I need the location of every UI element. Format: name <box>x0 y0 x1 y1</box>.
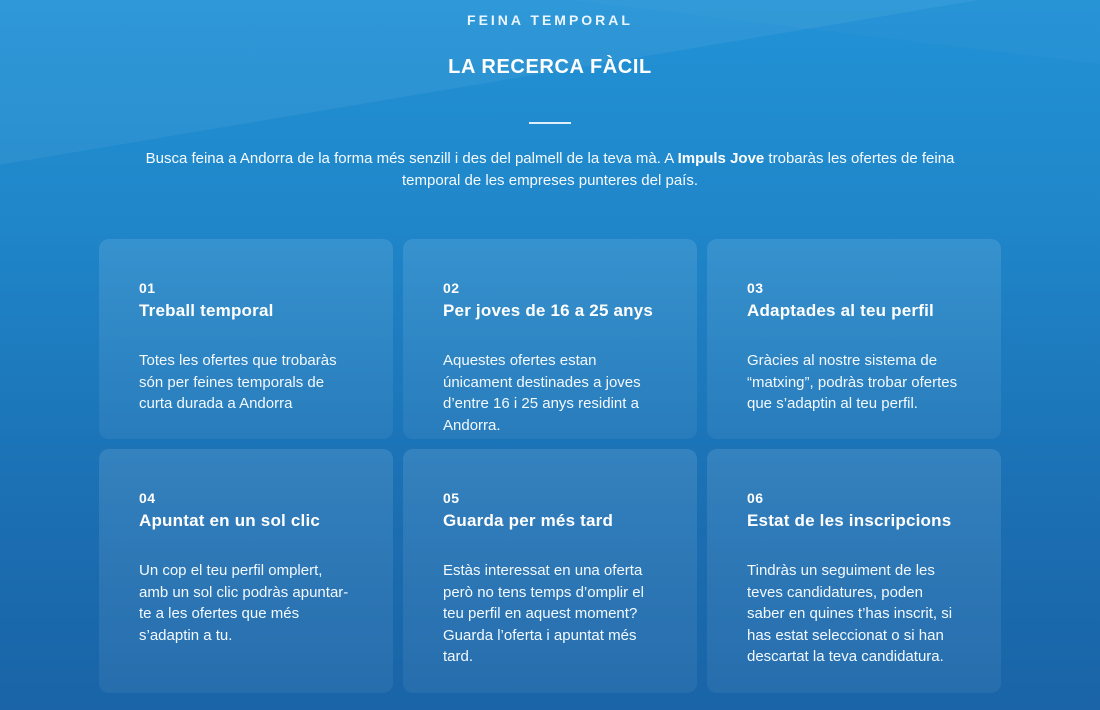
hero-section <box>0 0 1100 192</box>
feature-description: Gràcies al nostre sistema de “matxing”, podràs trobar ofertes que s’adaptin al teu perfil. <box>747 352 958 412</box>
feature-number: 02 <box>443 280 460 296</box>
feature-title: Estat de les inscripcions <box>747 511 952 530</box>
intro-text-prefix: Busca feina a Andorra de la forma més senzill i des del palmell de la teva mà. A <box>145 150 678 167</box>
feature-card-01 <box>99 239 393 439</box>
feature-card-02 <box>403 239 697 439</box>
feature-description: Estàs interessat en una oferta però no tens temps d’omplir el teu perfil en aquest moment? Guarda l’oferta i apuntat més tard. <box>443 562 644 665</box>
feature-number: 03 <box>747 280 764 296</box>
feature-grid <box>99 239 1001 693</box>
section-eyebrow: FEINA TEMPORAL <box>467 12 633 28</box>
feature-number: 05 <box>443 490 460 506</box>
feature-card-04 <box>99 449 393 693</box>
feature-number: 06 <box>747 490 764 506</box>
intro-text-suffix: trobaràs les ofertes de feina temporal de les empreses punteres del país. <box>402 150 955 189</box>
feature-title: Apuntat en un sol clic <box>139 511 321 530</box>
intro-paragraph <box>128 148 973 192</box>
feature-title: Adaptades al teu perfil <box>747 301 934 320</box>
feature-number: 04 <box>139 490 156 506</box>
brand-name: Impuls Jove <box>677 150 765 167</box>
page-title: LA RECERCA FÀCIL <box>448 56 652 78</box>
feature-card-05 <box>403 449 697 693</box>
feature-description: Tindràs un seguiment de les teves candidatures, poden saber en quines t’has inscrit, si has estat seleccionat o si han descartat la teva candidatura. <box>747 562 953 665</box>
divider <box>529 122 571 124</box>
feature-title: Guarda per més tard <box>443 511 614 530</box>
feature-title: Per joves de 16 a 25 anys <box>443 301 654 320</box>
feature-description: Aquestes ofertes estan únicament destinades a joves d’entre 16 i 25 anys residint a Andorra. <box>443 352 641 434</box>
feature-description: Totes les ofertes que trobaràs són per feines temporals de curta durada a Andorra <box>139 352 337 412</box>
feature-card-06 <box>707 449 1001 693</box>
feature-number: 01 <box>139 280 156 296</box>
feature-description: Un cop el teu perfil omplert, amb un sol clic podràs apuntar-te a les ofertes que més s’adaptin a tu. <box>139 562 349 644</box>
feature-title: Treball temporal <box>139 301 274 320</box>
feature-card-03 <box>707 239 1001 439</box>
